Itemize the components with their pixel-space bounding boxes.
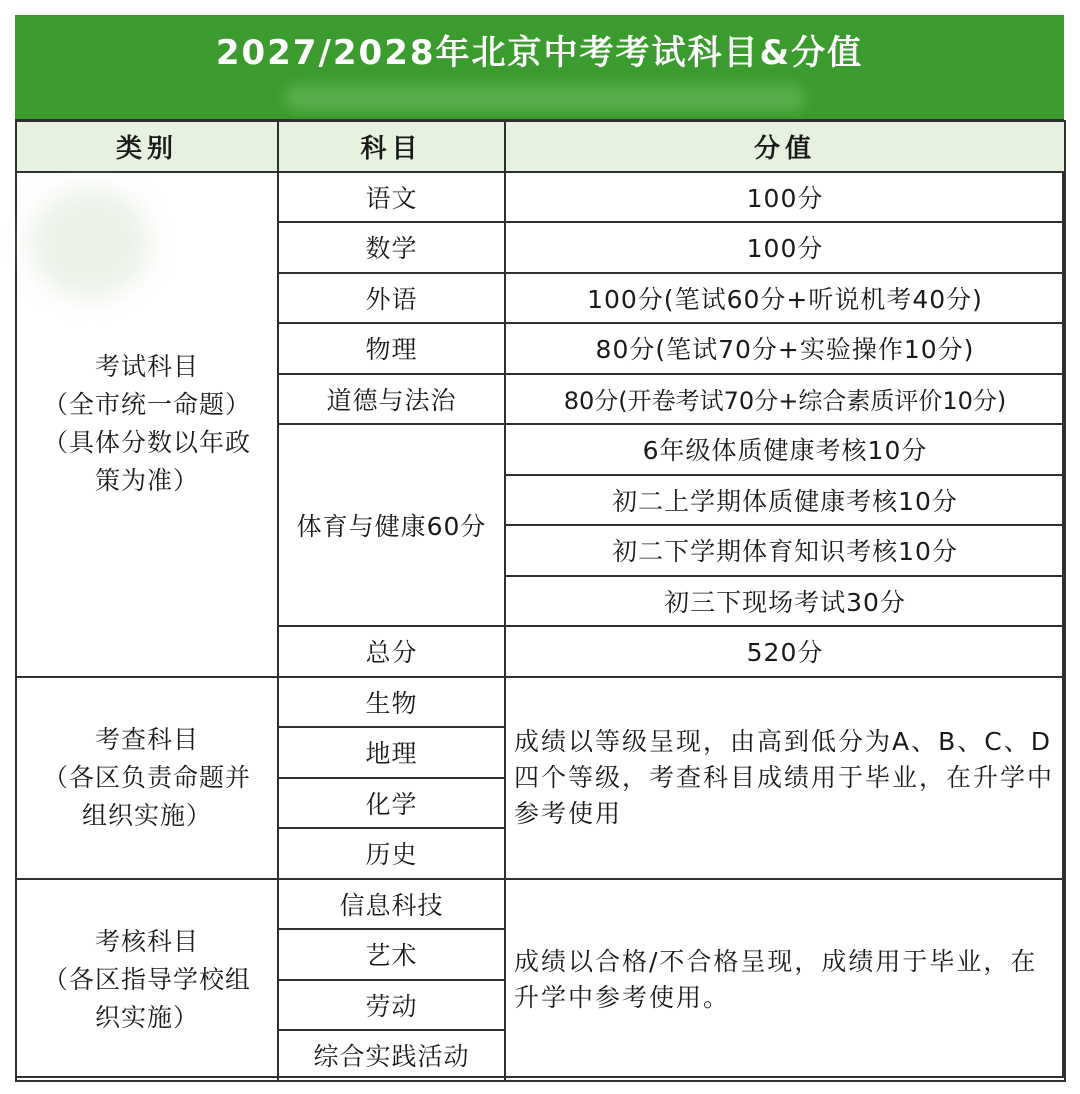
- subject-cell: 劳动: [278, 980, 505, 1031]
- header-category: 类别: [16, 121, 278, 172]
- assess-note: 成绩以合格/不合格呈现，成绩用于毕业，在升学中参考使用。: [505, 879, 1065, 1081]
- title-banner: [15, 15, 1064, 121]
- score-cell: 100分: [505, 172, 1065, 223]
- subject-cell: 外语: [278, 273, 505, 324]
- category-line: 组织实施）: [81, 800, 212, 830]
- score-cell: 80分(笔试70分+实验操作10分): [505, 323, 1065, 374]
- score-cell: 初三下现场考试30分: [505, 576, 1065, 627]
- exam-subjects-table: [15, 120, 1066, 1082]
- subject-cell: 化学: [278, 778, 505, 829]
- subject-cell: 物理: [278, 323, 505, 374]
- subject-cell: 综合实践活动: [278, 1030, 505, 1081]
- blurred-watermark: [30, 188, 150, 298]
- table-row: [16, 677, 1065, 728]
- score-cell: 100分: [505, 222, 1065, 273]
- category-line: （各区指导学校组: [42, 964, 251, 994]
- score-cell-total: 520分: [505, 626, 1065, 677]
- subject-cell: 数学: [278, 222, 505, 273]
- category-review: [16, 677, 278, 879]
- score-cell: 初二上学期体质健康考核10分: [505, 475, 1065, 526]
- table-row: [16, 172, 1065, 223]
- header-row: [16, 121, 1065, 172]
- category-line: 织实施）: [94, 1002, 199, 1032]
- category-line: （各区负责命题并: [42, 762, 251, 792]
- category-line: 考核科目: [94, 926, 199, 956]
- blurred-subtitle: [285, 85, 805, 111]
- score-cell: 80分(开卷考试70分+综合素质评价10分): [505, 374, 1065, 425]
- category-assess: [16, 879, 278, 1081]
- subject-cell: 艺术: [278, 929, 505, 980]
- subject-cell: 地理: [278, 727, 505, 778]
- subject-cell: 道德与法治: [278, 374, 505, 425]
- page-title: 2027/2028年北京中考考试科目&分值: [215, 33, 864, 73]
- subject-cell: 语文: [278, 172, 505, 223]
- subject-cell: 历史: [278, 828, 505, 879]
- subject-cell-total: 总分: [278, 626, 505, 677]
- header-score: 分值: [505, 121, 1065, 172]
- subject-cell: 信息科技: [278, 879, 505, 930]
- category-line: 考查科目: [94, 724, 199, 754]
- category-line: （全市统一命题）: [42, 390, 251, 419]
- subject-cell: 生物: [278, 677, 505, 728]
- subject-cell-pe: 体育与健康60分: [278, 424, 505, 626]
- header-subject: 科目: [278, 121, 505, 172]
- category-line: 策为准）: [94, 466, 199, 495]
- score-cell: 100分(笔试60分+听说机考40分): [505, 273, 1065, 324]
- category-line: （具体分数以年政: [42, 428, 251, 457]
- table-row: [16, 879, 1065, 930]
- score-cell: 初二下学期体育知识考核10分: [505, 525, 1065, 576]
- score-cell: 6年级体质健康考核10分: [505, 424, 1065, 475]
- review-note: 成绩以等级呈现，由高到低分为A、B、C、D四个等级，考查科目成绩用于毕业，在升学中参考使用: [505, 677, 1065, 879]
- category-line: 考试科目: [94, 352, 199, 381]
